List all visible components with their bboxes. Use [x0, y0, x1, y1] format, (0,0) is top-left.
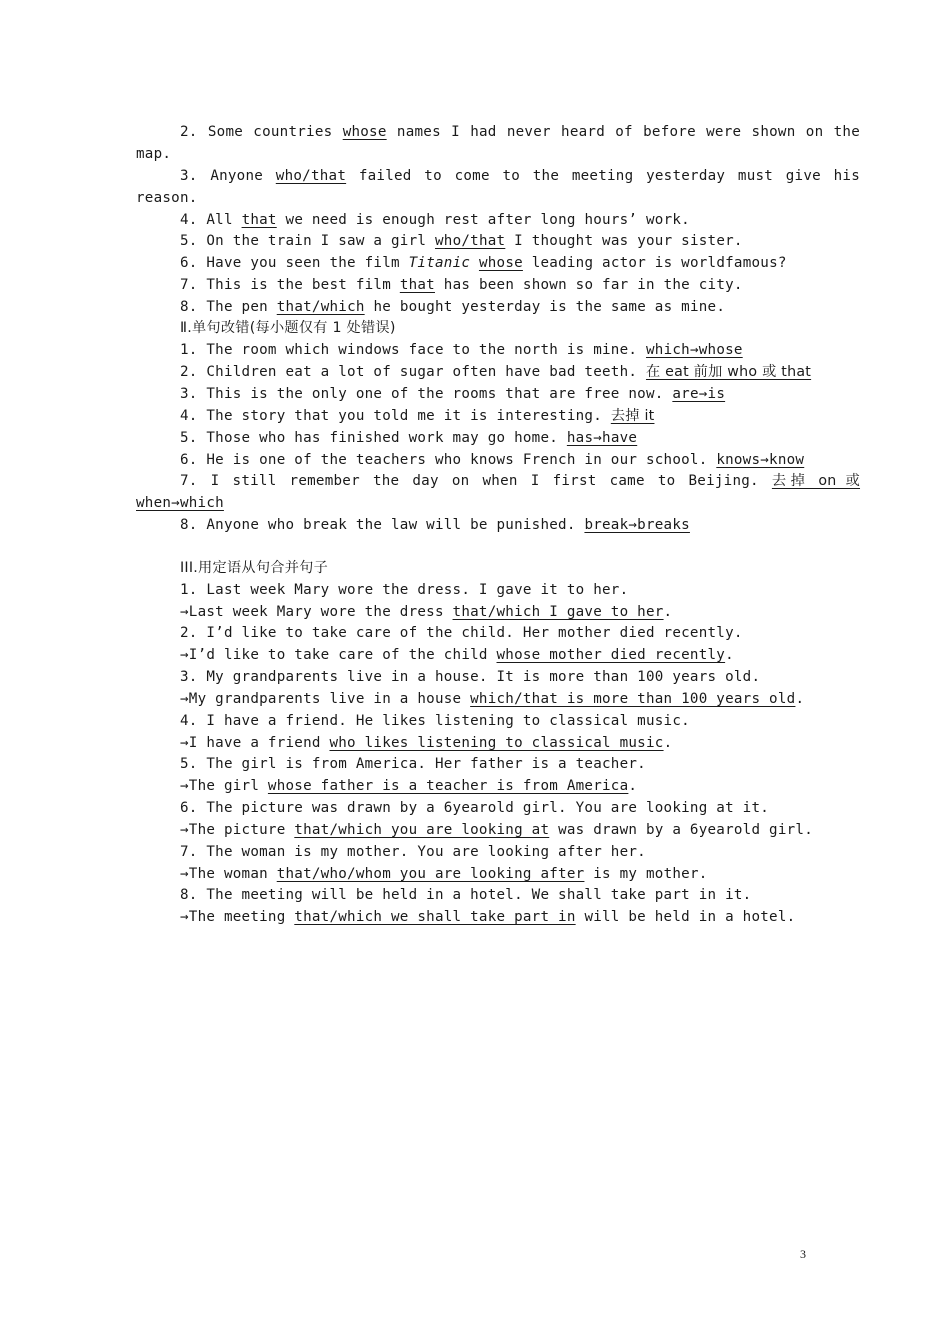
answer-blank: whose mother died recently — [496, 647, 726, 663]
answer-blank: that/which we shall take part in — [294, 909, 576, 925]
combine-answer: →I’d like to take care of the child whose mother died recently. — [180, 647, 734, 663]
answer-blank: that/which — [276, 299, 365, 315]
correction-line: 8. Anyone who break the law will be punished. break→breaks — [180, 517, 690, 533]
answer-blank: whose — [478, 255, 523, 271]
correction-line: 7. I still remember the day on when I first came to Beijing. 去掉 on 或 — [180, 473, 861, 489]
film-title: Titanic — [408, 255, 471, 271]
answer-blank: who/that — [275, 168, 347, 184]
exercise-line: 7. This is the best film that has been shown so far in the city. — [180, 277, 743, 293]
combine-question: 2. I’d like to take care of the child. Her mother died recently. — [180, 625, 743, 641]
combine-answer: →I have a friend who likes listening to classical music. — [180, 735, 673, 751]
answer-blank: that — [241, 212, 277, 228]
correction-answer: knows→know — [716, 452, 805, 468]
exercise-line: 3. Anyone who/that failed to come to the meeting yesterday must give his — [180, 168, 861, 184]
combine-question: 1. Last week Mary wore the dress. I gave it to her. — [180, 582, 629, 598]
combine-answer: →The meeting that/which we shall take part in will be held in a hotel. — [180, 909, 796, 925]
exercise-line: 4. All that we need is enough rest after long hours’ work. — [180, 212, 690, 228]
correction-line: 2. Children eat a lot of sugar often have bad teeth. 在 eat 前加 who 或 that — [180, 364, 812, 380]
answer-blank: that/which you are looking at — [294, 822, 550, 838]
combine-answer: →The picture that/which you are looking at was drawn by a 6yearold girl. — [180, 822, 814, 838]
correction-answer: has→have — [566, 430, 638, 446]
correction-line: 4. The story that you told me it is interesting. 去掉 it — [180, 408, 655, 424]
combine-question: 7. The woman is my mother. You are looking after her. — [180, 844, 646, 860]
correction-answer: 在 eat 前加 who 或 that — [645, 364, 812, 380]
correction-answer: are→is — [672, 386, 726, 402]
answer-blank: that/who/whom you are looking after — [276, 866, 585, 882]
combine-question: 3. My grandparents live in a house. It is more than 100 years old. — [180, 669, 761, 685]
correction-line-cont — [136, 493, 816, 515]
combine-question: 6. The picture was drawn by a 6yearold girl. You are looking at it. — [180, 800, 770, 816]
correction-line: 6. He is one of the teachers who knows French in our school. knows→know — [180, 452, 805, 468]
answer-blank: who likes listening to classical music — [329, 735, 664, 751]
combine-answer: →My grandparents live in a house which/that is more than 100 years old. — [180, 691, 805, 707]
answer-blank: that — [399, 277, 435, 293]
page-number: 3 — [800, 1247, 806, 1261]
correction-line: 1. The room which windows face to the north is mine. which→whose — [180, 342, 743, 358]
combine-answer: →Last week Mary wore the dress that/which I gave to her. — [180, 604, 673, 620]
exercise-line-cont: reason. — [136, 190, 198, 206]
exercise-line: 2. Some countries whose names I had never heard of before were shown on the — [180, 124, 860, 140]
answer-blank: which/that is more than 100 years old — [470, 691, 796, 707]
section-heading: Ⅱ.单句改错(每小题仅有 1 处错误) — [180, 320, 396, 336]
answer-blank: who/that — [434, 233, 506, 249]
correction-answer: break→breaks — [584, 517, 690, 533]
exercise-line-cont: map. — [136, 146, 172, 162]
correction-line: 5. Those who has finished work may go home. has→have — [180, 430, 638, 446]
exercise-line: 5. On the train I saw a girl who/that I thought was your sister. — [180, 233, 743, 249]
combine-answer: →The girl whose father is a teacher is from America. — [180, 778, 638, 794]
correction-answer: 去掉 it — [610, 408, 655, 424]
correction-answer-cont: when→which — [136, 495, 224, 511]
correction-line: 3. This is the only one of the rooms that are free now. are→is — [180, 386, 726, 402]
correction-answer: which→whose — [645, 342, 743, 358]
section-heading: III.用定语从句合并句子 — [180, 560, 329, 576]
correction-answer: 去掉 on 或 — [771, 473, 861, 489]
exercise-line: 6. Have you seen the film Titanic whose leading actor is worldfamous? — [180, 255, 787, 271]
combine-question: 4. I have a friend. He likes listening to classical music. — [180, 713, 690, 729]
combine-question: 5. The girl is from America. Her father is a teacher. — [180, 756, 646, 772]
answer-blank: that/which I gave to her — [452, 604, 664, 620]
exercise-line: 8. The pen that/which he bought yesterday is the same as mine. — [180, 299, 726, 315]
answer-blank: whose father is a teacher is from America — [267, 778, 629, 794]
combine-question: 8. The meeting will be held in a hotel. We shall take part in it. — [180, 887, 752, 903]
answer-blank: whose — [342, 124, 387, 140]
combine-answer: →The woman that/who/whom you are looking after is my mother. — [180, 866, 708, 882]
